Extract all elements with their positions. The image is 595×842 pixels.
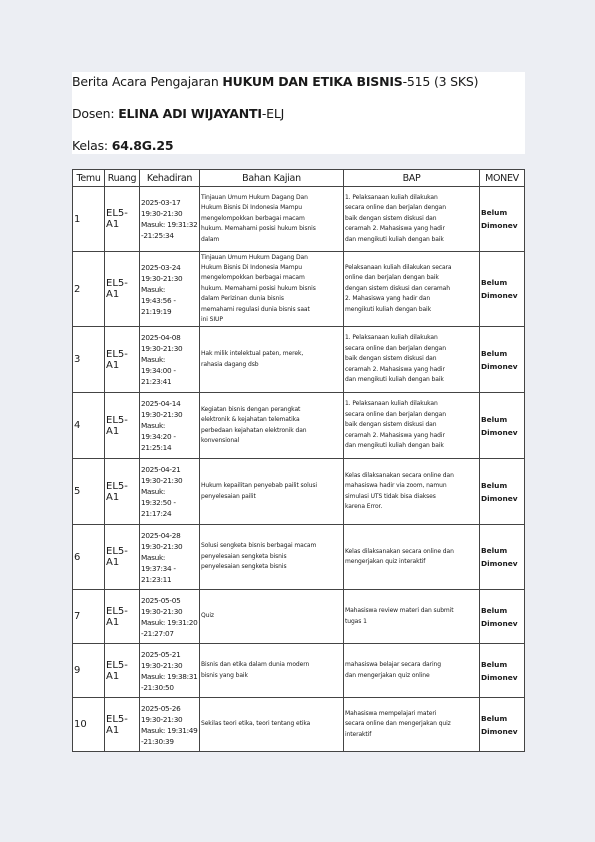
- cell-bap-line: simulasi UTS tidak bisa diakses: [345, 492, 436, 500]
- cell-kehadiran-line: -21:30:50: [141, 682, 174, 692]
- cell-kehadiran: [140, 187, 200, 252]
- cell-kehadiran-line: 2025-04-14: [141, 399, 181, 408]
- cell-ruang: EL5-A1: [105, 252, 140, 327]
- cell-monev-line: Belum: [481, 208, 508, 217]
- cell-monev: [480, 459, 525, 525]
- cell-kehadiran-line: 19:30-21:30: [141, 410, 183, 419]
- cell-bap-line: Kelas dilaksanakan secara online dan: [345, 471, 454, 479]
- cell-kehadiran: [140, 525, 200, 590]
- cell-bap-line: tugas 1: [345, 617, 367, 625]
- cell-monev-line: Dimonev: [481, 221, 518, 230]
- cell-bahan-kajian-line: Hukum Bisnis Di Indonesia Mampu: [201, 263, 302, 271]
- table-row: [73, 698, 525, 752]
- cell-bahan-kajian-line: konvensional: [201, 436, 240, 444]
- cell-kehadiran-line: 2025-04-21: [141, 465, 181, 474]
- table-row: [73, 252, 525, 327]
- cell-bap-line: mengikuti kuliah dengan baik: [345, 305, 431, 313]
- cell-temu: 7: [73, 590, 105, 644]
- table-row: [73, 187, 525, 252]
- col-header-ruang: Ruang: [105, 170, 140, 187]
- cell-bahan-kajian-line: penyelesaian sengketa bisnis: [201, 552, 287, 560]
- course-suffix: -515 (3 SKS): [402, 74, 479, 89]
- title-prefix: Berita Acara Pengajaran: [72, 74, 223, 89]
- lecturer-prefix: Dosen:: [72, 106, 119, 121]
- table-header-row: [73, 170, 525, 187]
- cell-kehadiran-line: Masuk:: [141, 487, 166, 496]
- cell-monev: [480, 393, 525, 459]
- cell-ruang: EL5-A1: [105, 525, 140, 590]
- cell-bap-line: Mahasiswa review materi dan submit: [345, 607, 454, 615]
- cell-bahan-kajian: [200, 644, 344, 698]
- cell-kehadiran-line: 2025-04-28: [141, 530, 181, 540]
- cell-temu: 3: [73, 327, 105, 393]
- table-row: [73, 590, 525, 644]
- cell-bahan-kajian: [200, 187, 344, 252]
- cell-kehadiran-line: 19:30-21:30: [141, 273, 183, 283]
- cell-kehadiran-line: 19:34:20 -: [141, 432, 176, 441]
- cell-bap-line: mahasiswa belajar secara daring: [345, 661, 441, 669]
- cell-kehadiran-line: Masuk: 19:38:31: [141, 671, 198, 681]
- cell-bap-line: secara online dan berjalan dengan: [345, 204, 446, 212]
- table-row: [73, 644, 525, 698]
- cell-kehadiran-line: 21:19:19: [141, 306, 172, 316]
- cell-monev: [480, 644, 525, 698]
- cell-kehadiran-line: 2025-05-21: [141, 649, 181, 659]
- cell-monev: [480, 698, 525, 752]
- cell-bap-line: online dan berjalan dengan baik: [345, 274, 439, 282]
- cell-monev-line: Belum: [481, 659, 508, 669]
- cell-bahan-kajian-line: penyelesaian pailit: [201, 492, 256, 500]
- cell-bahan-kajian-line: hukum. Memahami posisi hukum bisnis: [201, 284, 316, 292]
- cell-bahan-kajian-line: mengelompokkan berbagai macam: [201, 274, 305, 282]
- cell-kehadiran-line: 2025-03-24: [141, 262, 181, 272]
- cell-monev-line: Belum: [481, 414, 508, 424]
- cell-bahan-kajian: [200, 459, 344, 525]
- cell-monev: [480, 187, 525, 252]
- cell-bahan-kajian-line: Hak milik intelektual paten, merek,: [201, 350, 304, 358]
- cell-bap-line: mengerjakan quiz interaktif: [345, 558, 426, 565]
- cell-bahan-kajian: [200, 393, 344, 459]
- cell-bap-line: Mahasiswa mempelajari materi: [345, 709, 437, 717]
- cell-bap-line: baik dengan sistem diskusi dan: [345, 214, 437, 222]
- cell-bap-line: dan mengikuti kuliah dengan baik: [345, 235, 444, 243]
- cell-bahan-kajian-line: Solusi sengketa bisnis berbagai macam: [201, 542, 317, 550]
- cell-bahan-kajian: [200, 590, 344, 644]
- col-header-kehadiran: Kehadiran: [140, 170, 200, 187]
- cell-kehadiran-line: -21:30:39: [141, 736, 174, 746]
- cell-bahan-kajian: [200, 252, 344, 327]
- cell-bap-line: 1. Pelaksanaan kuliah dilakukan: [345, 193, 438, 201]
- cell-kehadiran: [140, 393, 200, 459]
- cell-kehadiran-line: 19:43:56 -: [141, 295, 176, 305]
- cell-ruang: EL5-A1: [105, 590, 140, 644]
- cell-kehadiran: [140, 252, 200, 327]
- cell-bap-line: 1. Pelaksanaan kuliah dilakukan: [345, 400, 438, 408]
- cell-bahan-kajian-line: perbedaan kejahatan elektronik dan: [201, 426, 307, 434]
- cell-bap-line: 2. Mahasiswa yang hadir dan: [345, 295, 431, 303]
- cell-kehadiran: [140, 644, 200, 698]
- cell-bap: [344, 327, 480, 393]
- cell-monev-line: Dimonev: [481, 493, 518, 503]
- cell-bahan-kajian-line: Hukum Bisnis Di Indonesia Mampu: [201, 204, 302, 212]
- cell-monev: [480, 590, 525, 644]
- cell-kehadiran-line: Masuk: 19:31:49: [141, 725, 198, 735]
- cell-kehadiran-line: 19:37:34 -: [141, 563, 176, 573]
- cell-bap-line: secara online dan berjalan dengan: [345, 410, 446, 418]
- cell-bap-line: interaktif: [345, 730, 372, 738]
- cell-kehadiran-line: 19:30-21:30: [141, 606, 183, 616]
- cell-kehadiran-line: 19:30-21:30: [141, 209, 183, 218]
- cell-ruang: EL5-A1: [105, 644, 140, 698]
- cell-temu: 1: [73, 187, 105, 252]
- cell-bap-line: karena Error.: [345, 502, 383, 510]
- cell-kehadiran-line: 19:30-21:30: [141, 660, 183, 670]
- cell-kehadiran-line: 2025-04-08: [141, 333, 181, 342]
- cell-bap-line: baik dengan sistem diskusi dan: [345, 421, 437, 429]
- cell-temu: 6: [73, 525, 105, 590]
- cell-kehadiran-line: -21:25:34: [141, 231, 174, 240]
- cell-kehadiran-line: Masuk:: [141, 284, 166, 294]
- cell-bahan-kajian-line: Quiz: [201, 612, 214, 620]
- cell-kehadiran-line: 21:17:24: [141, 509, 172, 518]
- cell-temu: 10: [73, 698, 105, 752]
- cell-kehadiran-line: 19:30-21:30: [141, 714, 183, 724]
- cell-bahan-kajian-line: Hukum kepailitan penyebab pailit solusi: [201, 482, 317, 490]
- cell-bahan-kajian-line: Tinjauan Umum Hukum Dagang Dan: [201, 193, 308, 201]
- cell-kehadiran-line: 21:25:14: [141, 443, 172, 452]
- table-row: [73, 525, 525, 590]
- cell-bahan-kajian-line: ini SIUP: [201, 316, 223, 324]
- cell-bap-line: dan mengikuti kuliah dengan baik: [345, 442, 444, 450]
- cell-monev-line: Dimonev: [481, 361, 518, 371]
- cell-kehadiran-line: Masuk:: [141, 421, 166, 430]
- cell-bap-line: secara online dan berjalan dengan: [345, 344, 446, 352]
- cell-kehadiran-line: 21:23:41: [141, 377, 172, 386]
- cell-bahan-kajian-line: dalam: [201, 235, 220, 243]
- cell-bap-line: ceramah 2. Mahasiswa yang hadir: [345, 431, 445, 439]
- cell-kehadiran-line: 2025-03-17: [141, 198, 181, 207]
- cell-bap-line: baik dengan sistem diskusi dan: [345, 355, 437, 363]
- cell-monev-line: Dimonev: [481, 427, 518, 437]
- cell-ruang: EL5-A1: [105, 187, 140, 252]
- cell-monev-line: Belum: [481, 278, 508, 287]
- cell-temu: 5: [73, 459, 105, 525]
- attendance-table: [72, 169, 525, 752]
- cell-kehadiran: [140, 459, 200, 525]
- cell-kehadiran-line: Masuk:: [141, 355, 166, 364]
- table-row: [73, 459, 525, 525]
- cell-bahan-kajian: [200, 525, 344, 590]
- cell-kehadiran-line: Masuk:: [141, 552, 166, 562]
- cell-bap-line: Pelaksanaan kuliah dilakukan secara: [345, 263, 452, 271]
- cell-bahan-kajian-line: hukum. Memahami posisi hukum bisnis: [201, 225, 316, 233]
- cell-monev-line: Belum: [481, 546, 508, 555]
- cell-bap-line: mahasiswa hadir via zoom, namun: [345, 482, 447, 490]
- class-prefix: Kelas:: [72, 138, 112, 153]
- cell-monev: [480, 525, 525, 590]
- cell-kehadiran-line: 19:30-21:30: [141, 541, 183, 551]
- cell-bahan-kajian-line: Tinjauan Umum Hukum Dagang Dan: [201, 253, 308, 261]
- table-row: [73, 393, 525, 459]
- cell-kehadiran-line: Masuk: 19:31:20: [141, 617, 198, 627]
- cell-kehadiran-line: Masuk: 19:31:32: [141, 220, 198, 229]
- page-title: [72, 74, 478, 89]
- cell-bahan-kajian-line: bisnis yang baik: [201, 671, 248, 679]
- cell-temu: 2: [73, 252, 105, 327]
- cell-temu: 9: [73, 644, 105, 698]
- course-name: HUKUM DAN ETIKA BISNIS: [222, 74, 403, 89]
- cell-bap: [344, 393, 480, 459]
- cell-bahan-kajian-line: Bisnis dan etika dalam dunia modern: [201, 661, 310, 669]
- cell-bahan-kajian: [200, 327, 344, 393]
- cell-kehadiran: [140, 327, 200, 393]
- cell-bap: [344, 644, 480, 698]
- class-line: [72, 138, 173, 153]
- cell-bahan-kajian: [200, 698, 344, 752]
- cell-monev-line: Belum: [481, 605, 508, 615]
- cell-bap-line: dengan sistem diskusi dan ceramah: [345, 284, 450, 292]
- cell-bahan-kajian-line: mengelompokkan berbagai macam: [201, 214, 305, 222]
- cell-bap-line: ceramah 2. Mahasiswa yang hadir: [345, 365, 445, 373]
- cell-bap: [344, 252, 480, 327]
- cell-ruang: EL5-A1: [105, 393, 140, 459]
- cell-bap-line: secara online dan mengerjakan quiz: [345, 720, 451, 728]
- cell-bap-line: Kelas dilaksanakan secara online dan: [345, 547, 454, 555]
- col-header-temu: Temu: [73, 170, 105, 187]
- cell-monev-line: Dimonev: [481, 291, 518, 300]
- cell-bap-line: dan mengerjakan quiz online: [345, 671, 430, 679]
- cell-ruang: EL5-A1: [105, 459, 140, 525]
- cell-monev: [480, 252, 525, 327]
- cell-bap: [344, 590, 480, 644]
- table-row: [73, 327, 525, 393]
- cell-bahan-kajian-line: memahami regulasi dunia bisnis saat: [201, 305, 310, 313]
- col-header-bahan-kajian: Bahan Kajian: [200, 170, 344, 187]
- cell-bap: [344, 525, 480, 590]
- lecturer-line: [72, 106, 284, 121]
- cell-bap-line: ceramah 2. Mahasiswa yang hadir: [345, 225, 445, 233]
- class-name: 64.8G.25: [111, 138, 174, 153]
- cell-bahan-kajian-line: Kegiatan bisnis dengan perangkat: [201, 405, 301, 413]
- cell-monev: [480, 327, 525, 393]
- cell-kehadiran-line: 2025-05-05: [141, 595, 181, 605]
- cell-monev-line: Dimonev: [481, 672, 518, 682]
- cell-monev-line: Belum: [481, 480, 508, 490]
- cell-monev-line: Dimonev: [481, 559, 518, 568]
- lecturer-suffix: -ELJ: [261, 106, 285, 121]
- cell-bap-line: dan mengikuti kuliah dengan baik: [345, 376, 444, 384]
- cell-kehadiran-line: 19:30-21:30: [141, 476, 183, 485]
- cell-temu: 4: [73, 393, 105, 459]
- cell-kehadiran: [140, 698, 200, 752]
- cell-kehadiran-line: 2025-05-26: [141, 703, 181, 713]
- cell-kehadiran-line: 21:23:11: [141, 574, 172, 584]
- cell-bap: [344, 187, 480, 252]
- lecturer-name: ELINA ADI WIJAYANTI: [118, 106, 262, 121]
- cell-bahan-kajian-line: elektronik & kejahatan telematika: [201, 416, 300, 424]
- cell-kehadiran-line: -21:27:07: [141, 628, 174, 638]
- cell-bahan-kajian-line: rahasia dagang dsb: [201, 360, 259, 368]
- cell-monev-line: Belum: [481, 348, 508, 358]
- cell-bahan-kajian-line: Sekilas teori etika, teori tentang etika: [201, 720, 311, 728]
- cell-ruang: EL5-A1: [105, 698, 140, 752]
- cell-kehadiran-line: 19:32:50 -: [141, 498, 176, 507]
- cell-monev-line: Dimonev: [481, 618, 518, 628]
- col-header-bap: BAP: [344, 170, 480, 187]
- cell-kehadiran-line: 19:34:00 -: [141, 366, 176, 375]
- cell-bap: [344, 698, 480, 752]
- cell-monev-line: Dimonev: [481, 726, 518, 736]
- cell-bap-line: 1. Pelaksanaan kuliah dilakukan: [345, 334, 438, 342]
- col-header-monev: MONEV: [480, 170, 525, 187]
- cell-ruang: EL5-A1: [105, 327, 140, 393]
- cell-monev-line: Belum: [481, 713, 508, 723]
- cell-bahan-kajian-line: dalam Perizinan dunia bisnis: [201, 295, 284, 303]
- cell-kehadiran: [140, 590, 200, 644]
- cell-bahan-kajian-line: penyelesaian sengketa bisnis: [201, 563, 287, 571]
- cell-bap: [344, 459, 480, 525]
- cell-kehadiran-line: 19:30-21:30: [141, 344, 183, 353]
